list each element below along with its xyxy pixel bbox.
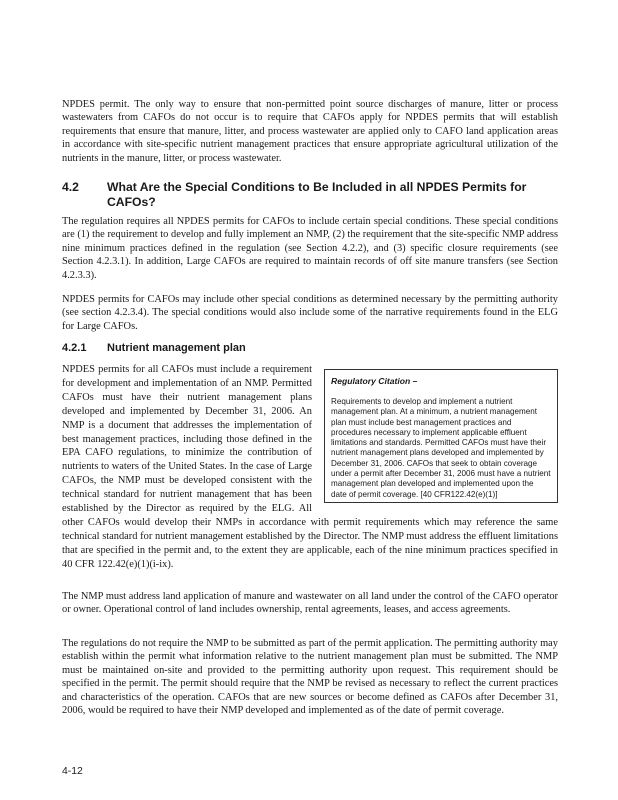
citation-text: Requirements to develop and implement a nutrient management plan. At a minimum, a nutrient management plan must include best management practices and procedures necessary to implement applicable effluent limitations and standards. Permitted CAFOs must have their nutrient management plans developed and implemented by December 31, 2006. CAFOs that seek to obtain coverage under a permit after December 31, 2006 must have a nutrient management plan developed and implemented upon the date of permit coverage. [40 CFR122.42(e)(1)] [331,396,551,499]
section-number: 4.2 [62,180,79,194]
subsection-heading: Nutrient management plan [107,342,246,354]
section-heading: What Are the Special Conditions to Be Included in all NPDES Permits for CAFOs? [107,180,527,209]
subsection-paragraph-1 [62,363,558,572]
subsection-number: 4.2.1 [62,342,87,354]
subsection-paragraph-2: The NMP must address land application of manure and wastewater on all land under the control of the CAFO operator or owner. Operational control of land includes ownership, rental agreements, leases, and access agreements. [62,591,558,616]
subsection-paragraph-1-text: NPDES permits for all CAFOs must include a requirement for development and implementation of an NMP. Permitted CAFOs must have their nutrient management plans developed and implemented by December 31, 2006. An NMP is a document that addresses the implementation of best management practices, including those defined in the EPA CAFO regulations, to minimize the contribution of nutrients to waters of the United States. In the case of Large CAFOs, the NMP must be developed consistent with the technical standard for nutrient management that has been established by the Director as required by the ELG. All other CAFOs would develop their NMPs in accordance with permit requirements which may reference the same technical standard for nutrient management established by the Director. The NMP must address the effluent limitations that are specified in the permit and, to the extent they are applicable, each of the nine minimum practices specified in 40 CFR 122.42(e)(1)(i-ix). [62,364,558,570]
page-number: 4-12 [62,766,83,777]
intro-paragraph: NPDES permit. The only way to ensure that non-permitted point source discharges of manure, litter or process wastewaters from CAFOs do not occur is to require that CAFOs apply for NPDES permits that will establish requirements that ensure that manure, litter, and process wastewater are applied only to CAFO land application areas in accordance with site-specific nutrient management practices that ensure appropriate agricultural utilization of the nutrients in the manure, litter, or process wastewater. [62,99,558,164]
citation-title: Regulatory Citation – [331,376,418,386]
section-paragraph-1: The regulation requires all NPDES permits for CAFOs to include certain special conditions. These special conditions are (1) the requirement to develop and fully implement an NMP, (2) the requirement that the site-specific NMP address nine minimum practices defined in the regulation (see Section 4.2.2), and (3) specific closure requirements (see Section 4.2.3.1). In addition, Large CAFOs are required to maintain records of off site manure transfers (see Section 4.2.3.3). [62,216,558,281]
section-paragraph-2: NPDES permits for CAFOs may include other special conditions as determined necessary by the permitting authority (see section 4.2.3.4). The special conditions would also include some of the narrative requirements found in the ELG for Large CAFOs. [62,294,558,332]
regulatory-citation-box [324,369,558,503]
subsection-paragraph-3: The regulations do not require the NMP to be submitted as part of the permit application. The permitting authority may establish within the permit what information relative to the nutrient management plan must be submitted. The NMP must be maintained on-site and provided to the permitting authority upon request. This requirement should be specified in the permit. The permit should require that the NMP be revised as necessary to reflect the current practices and characteristics of the operation. CAFOs that are new sources or become defined as CAFOs after December 31, 2006, would be required to have their NMP developed and implemented as of the date of permit coverage. [62,638,558,717]
